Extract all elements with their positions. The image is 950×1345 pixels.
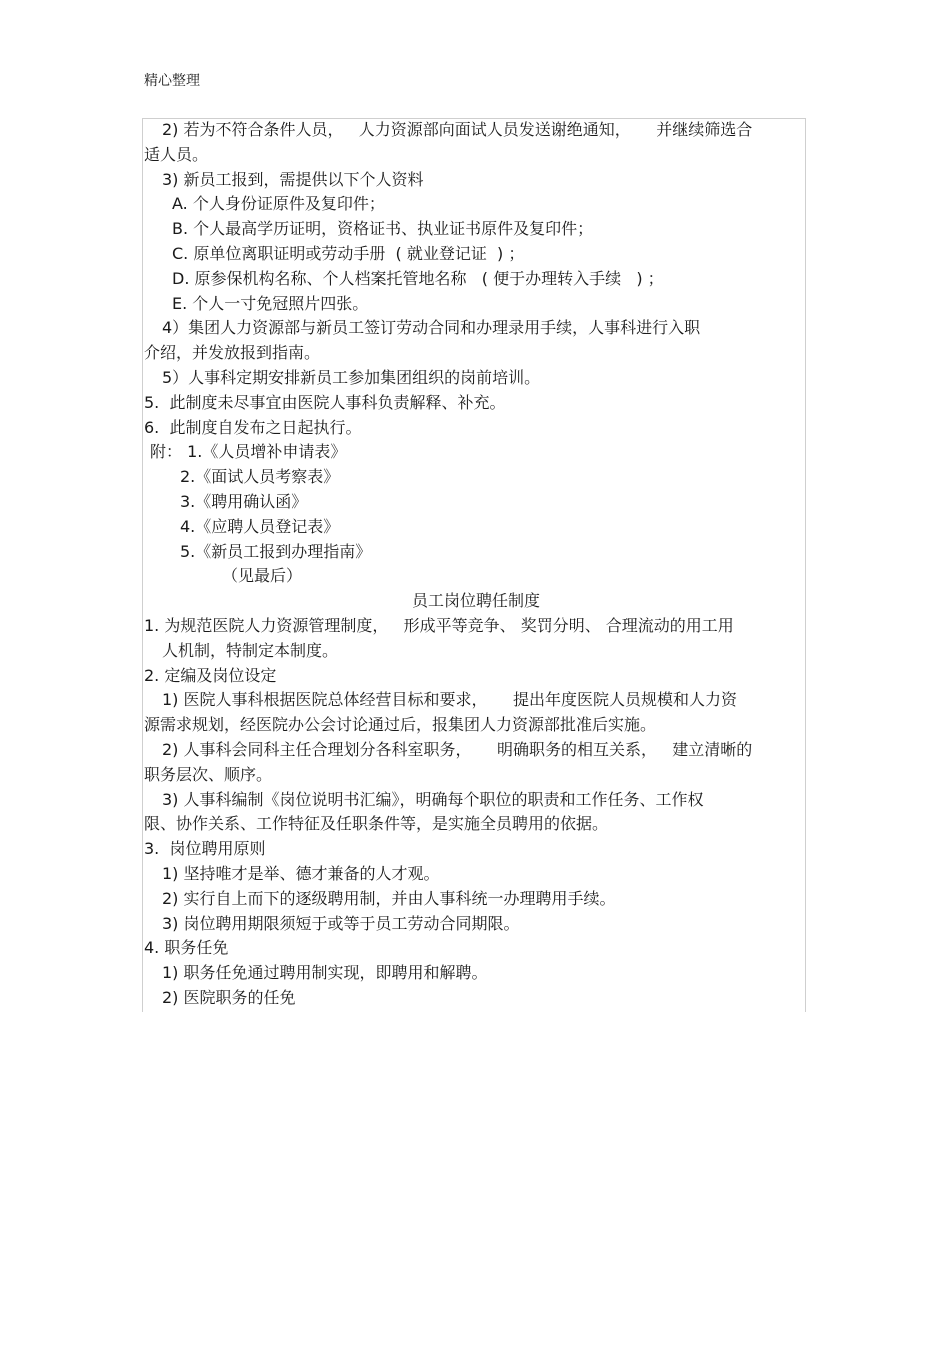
text-line: 6. 此制度自发布之日起执行。 [144, 417, 362, 437]
text-line: 1. 为规范医院人力资源管理制度， 形成平等竞争、 奖罚分明、 合理流动的用工用 [144, 615, 734, 635]
text-line: 2. 定编及岗位设定 [144, 665, 277, 685]
text-line: B. 个人最高学历证明，资格证书、执业证书原件及复印件； [172, 219, 594, 239]
text-line: A. 个人身份证原件及复印件； [172, 194, 385, 214]
text-line: 2) 实行自上而下的逐级聘用制，并由人事科统一办理聘用手续。 [162, 888, 616, 908]
text-line: 5）人事科定期安排新员工参加集团组织的岗前培训。 [162, 367, 541, 387]
text-line: 3. 岗位聘用原则 [144, 839, 266, 859]
text-line: C. 原单位离职证明或劳动手册 ( 就业登记证 ) ； [172, 243, 525, 263]
text-line: 2) 若为不符合条件人员， 人力资源部向面试人员发送谢绝通知， 并继续筛选合 [162, 120, 753, 139]
text-line: 3) 岗位聘用期限须短于或等于员工劳动合同期限。 [162, 913, 520, 933]
page-header: 精心整理 [144, 73, 200, 89]
text-line: 限、协作关系、工作特征及任职条件等，是实施全员聘用的依据。 [144, 814, 609, 834]
text-line: 员工岗位聘任制度 [411, 591, 540, 611]
text-line: 1) 坚持唯才是举、德才兼备的人才观。 [162, 863, 440, 883]
text-line: 4）集团人力资源部与新员工签订劳动合同和办理录用手续，人事科进行入职 [162, 318, 701, 338]
text-line: D. 原参保机构名称、个人档案托管地名称 ( 便于办理转入手续 ) ； [172, 268, 664, 288]
text-line: （见最后） [222, 566, 303, 586]
text-line: 4.《应聘人员登记表》 [180, 516, 340, 536]
text-line: 5. 此制度未尽事宜由医院人事科负责解释、补充。 [144, 392, 506, 412]
text-line: 4. 职务任免 [144, 938, 229, 958]
text-line: 3) 新员工报到，需提供以下个人资料 [162, 169, 424, 189]
text-line: 2) 医院职务的任免 [162, 987, 296, 1007]
text-line: 人机制，特制定本制度。 [162, 640, 339, 660]
text-line: 1) 职务任免通过聘用制实现，即聘用和解聘。 [162, 963, 488, 983]
text-line: 5.《新员工报到办理指南》 [180, 541, 372, 561]
text-line: 适人员。 [144, 144, 209, 164]
text-line: 3) 人事科编制《岗位说明书汇编》，明确每个职位的职责和工作任务、工作权 [162, 789, 704, 809]
text-line: 源需求规划，经医院办公会讨论通过后，报集团人力资源部批准后实施。 [144, 715, 657, 735]
text-line: 介绍，并发放报到指南。 [144, 343, 321, 363]
text-line: 1) 医院人事科根据医院总体经营目标和要求， 提出年度医院人员规模和人力资 [162, 690, 737, 710]
document-body [144, 118, 808, 1011]
text-line: 附： 1.《人员增补申请表》 [150, 442, 347, 462]
text-line: E. 个人一寸免冠照片四张。 [172, 293, 369, 313]
text-line: 2) 人事科会同科主任合理划分各科室职务， 明确职务的相互关系， 建立清晰的 [162, 739, 753, 759]
text-line: 2.《面试人员考察表》 [180, 467, 340, 487]
text-line: 职务层次、顺序。 [144, 764, 273, 784]
text-line: 3.《聘用确认函》 [180, 491, 308, 511]
